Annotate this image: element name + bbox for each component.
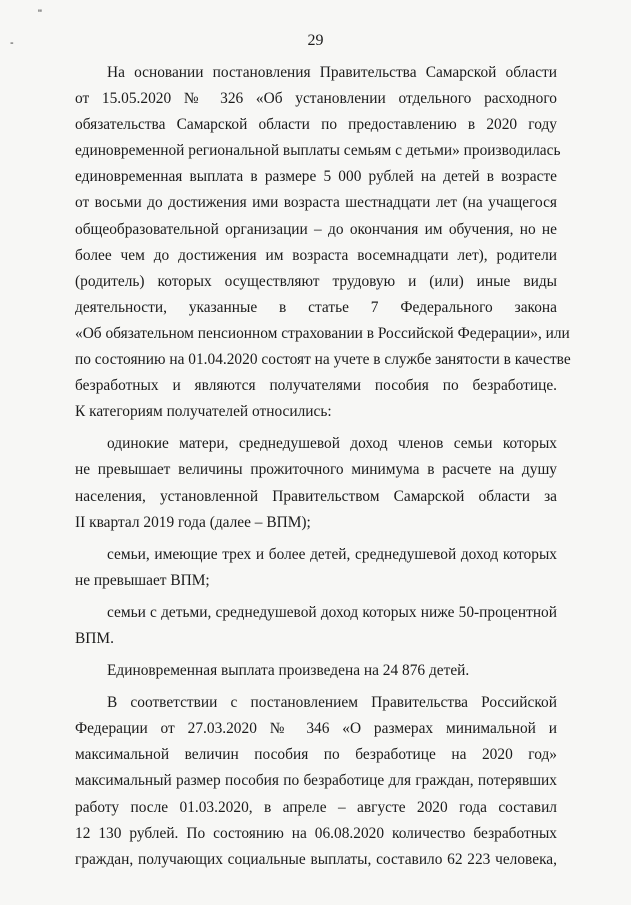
text-line: К категориям получателей относились:	[75, 403, 332, 421]
text-line: ВПМ.	[75, 629, 114, 647]
text-line: Федерации от 27.03.2020 № 346 «О размерах минимальной и	[75, 720, 557, 738]
text-line: более чем до достижения им возраста восемнадцати лет), родители	[75, 246, 557, 264]
text-line: максимальной величин пособия по безработице на 2020 год»	[75, 746, 557, 764]
text-line: В соответствии с постановлением Правительства Российской	[107, 694, 557, 712]
text-line: (родитель) которых осуществляют трудовую и (или) иные виды	[75, 272, 557, 290]
text-line: не превышает величины прожиточного минимума в расчете на душу	[75, 461, 557, 479]
text-line: «Об обязательном пенсионном страховании в Российской Федерации», или	[75, 324, 570, 342]
text-line: обязательства Самарской области по предоставлению в 2020 году	[75, 116, 557, 134]
scan-mark: "	[38, 8, 42, 20]
text-line: по состоянию на 01.04.2020 состоят на учете в службе занятости в качестве	[75, 351, 571, 369]
page-number: 29	[307, 32, 324, 49]
text-line: Единовременная выплата произведена на 24 876 детей.	[107, 662, 470, 680]
text-line: граждан, получающих социальные выплаты, составило 62 223 человека,	[75, 850, 557, 868]
text-line: работу после 01.03.2020, в апреле – августе 2020 года составил	[75, 798, 557, 816]
document-body	[75, 60, 571, 873]
text-line: единовременная выплата в размере 5 000 рублей на детей в возрасте	[75, 168, 557, 186]
text-line: от восьми до достижения ими возраста шестнадцати лет (на учащегося	[75, 194, 557, 212]
text-line: семьи, имеющие трех и более детей, среднедушевой доход которых	[107, 545, 557, 563]
text-line: одинокие матери, среднедушевой доход членов семьи которых	[107, 435, 557, 453]
text-line: населения, установленной Правительством Самарской области за	[75, 487, 557, 505]
text-line: общеобразовательной организации – до окончания им обучения, но не	[75, 220, 557, 238]
text-line: деятельности, указанные в статье 7 Федерального закона	[75, 298, 557, 316]
text-line: единовременной региональной выплаты семьям с детьми» производилась	[75, 142, 561, 160]
text-line: семьи с детьми, среднедушевой доход которых ниже 50-процентной	[107, 603, 557, 621]
text-line: от 15.05.2020 № 326 «Об установлении отдельного расходного	[75, 90, 557, 108]
text-line: II квартал 2019 года (далее – ВПМ);	[75, 513, 311, 531]
scan-mark: -	[10, 37, 14, 49]
text-line: безработных и являются получателями пособия по безработице.	[75, 377, 557, 395]
text-line: не превышает ВПМ;	[75, 571, 210, 589]
text-line: максимальный размер пособия по безработице для граждан, потерявших	[75, 772, 557, 790]
text-line: 12 130 рублей. По состоянию на 06.08.2020 количество безработных	[75, 824, 557, 842]
text-line: На основании постановления Правительства Самарской области	[107, 64, 557, 81]
